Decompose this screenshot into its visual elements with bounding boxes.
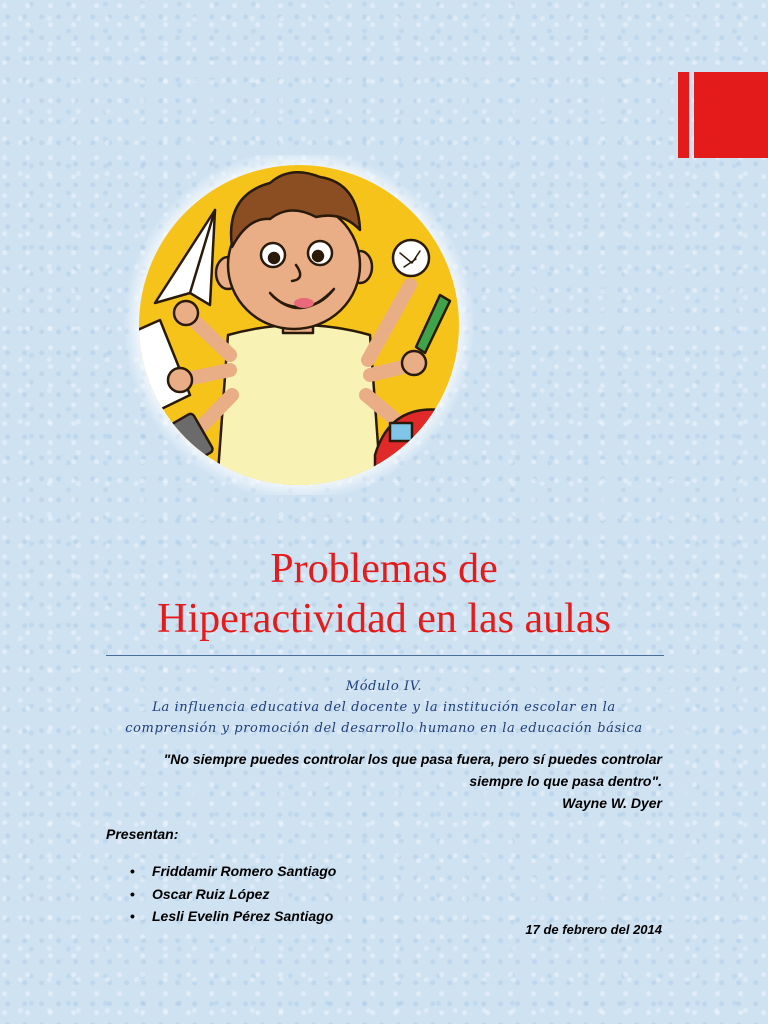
module-label: Módulo IV.: [345, 679, 423, 694]
module-description-line-2: comprensión y promoción del desarrollo humano en la educación básica: [125, 721, 643, 736]
title-line-2: Hiperactividad en las aulas: [157, 596, 611, 642]
module-block: [80, 676, 688, 739]
title-line-1: Problemas de: [270, 546, 498, 592]
title-divider: [106, 655, 664, 656]
quote-author: Wayne W. Dyer: [562, 795, 662, 811]
quote-line-2: siempre lo que pasa dentro".: [469, 773, 662, 789]
quote-line-1: "No siempre puedes controlar los que pasa fuera, pero sí puedes controlar: [163, 751, 662, 767]
document-date: 17 de febrero del 2014: [525, 922, 662, 937]
presenter-item: • Friddamir Romero Santiago: [106, 860, 336, 883]
presenter-item: • Lesli Evelin Pérez Santiago: [106, 905, 336, 928]
presenters-list: [106, 860, 336, 928]
presenters-heading: Presentan:: [106, 826, 179, 842]
decorative-red-bar-thick: [694, 72, 768, 158]
quote-block: [102, 748, 662, 814]
decorative-red-bar-thin: [678, 72, 689, 158]
cartoon-boy-illustration: [120, 155, 478, 495]
presenter-item: • Oscar Ruiz López: [106, 883, 336, 906]
module-description-line-1: La influencia educativa del docente y la institución escolar en la: [152, 700, 616, 715]
document-title: [80, 544, 688, 644]
